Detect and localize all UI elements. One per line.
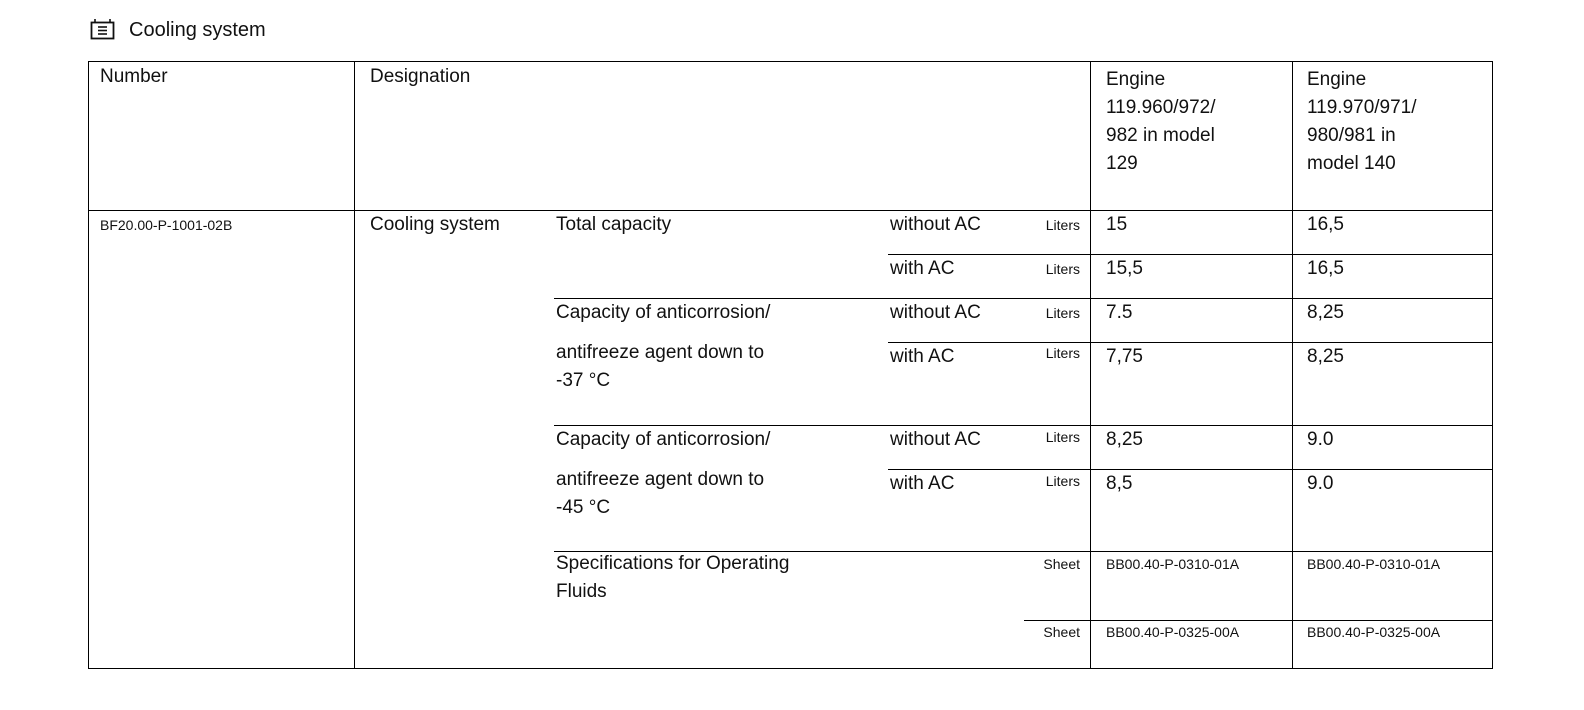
value-engine-129: 8,25 <box>1106 429 1143 450</box>
value-engine-140: BB00.40-P-0325-00A <box>1307 624 1441 640</box>
row-divider <box>888 469 1492 470</box>
condition-label: without AC <box>890 214 981 235</box>
value-engine-129: BB00.40-P-0325-00A <box>1106 624 1240 640</box>
column-divider <box>1090 62 1091 669</box>
unit-label: Liters <box>1045 429 1080 445</box>
row-divider <box>888 342 1492 343</box>
condition-label: with AC <box>890 258 955 279</box>
unit-label: Liters <box>1045 217 1080 233</box>
condition-label: with AC <box>890 473 955 494</box>
header-engine-129: Engine 119.960/972/ 982 in model 129 <box>1106 69 1216 174</box>
section-heading <box>90 16 266 42</box>
row-divider <box>1024 620 1492 621</box>
value-engine-140: BB00.40-P-0310-01A <box>1307 556 1441 572</box>
header-designation: Designation <box>370 66 471 87</box>
value-engine-129: 8,5 <box>1106 473 1133 494</box>
column-divider <box>1292 62 1293 669</box>
value-engine-140: 9.0 <box>1307 473 1334 494</box>
header-divider <box>89 210 1492 211</box>
header-engine-140: Engine 119.970/971/ 980/981 in model 140 <box>1307 69 1417 174</box>
value-engine-129: 15,5 <box>1106 258 1143 279</box>
unit-label: Liters <box>1045 261 1080 277</box>
value-engine-140: 16,5 <box>1307 258 1344 279</box>
unit-label: Liters <box>1045 305 1080 321</box>
document-number: BF20.00-P-1001-02B <box>100 217 233 233</box>
value-engine-140: 8,25 <box>1307 302 1344 323</box>
item-label: Total capacity <box>556 214 672 235</box>
value-engine-129: 15 <box>1106 214 1128 235</box>
header-number: Number <box>100 66 168 87</box>
unit-label: Liters <box>1045 473 1080 489</box>
item-label: Specifications for Operating Fluids <box>556 553 790 602</box>
value-engine-129: 7.5 <box>1106 302 1133 323</box>
condition-label: without AC <box>890 429 981 450</box>
specifications-table <box>88 61 1493 669</box>
unit-label: Sheet <box>1043 624 1080 640</box>
unit-label: Liters <box>1045 345 1080 361</box>
column-divider <box>354 62 355 669</box>
document-icon <box>90 17 116 41</box>
row-divider <box>888 254 1492 255</box>
item-label: Capacity of anticorrosion/ antifreeze agent down to -37 °C <box>556 302 771 391</box>
section-title: Cooling system <box>129 19 266 41</box>
value-engine-129: BB00.40-P-0310-01A <box>1106 556 1240 572</box>
value-engine-140: 8,25 <box>1307 346 1344 367</box>
value-engine-140: 16,5 <box>1307 214 1344 235</box>
value-engine-129: 7,75 <box>1106 346 1143 367</box>
condition-label: with AC <box>890 346 955 367</box>
item-label: Capacity of anticorrosion/ antifreeze agent down to -45 °C <box>556 429 771 518</box>
group-name: Cooling system <box>370 214 500 235</box>
condition-label: without AC <box>890 302 981 323</box>
unit-label: Sheet <box>1043 556 1080 572</box>
value-engine-140: 9.0 <box>1307 429 1334 450</box>
